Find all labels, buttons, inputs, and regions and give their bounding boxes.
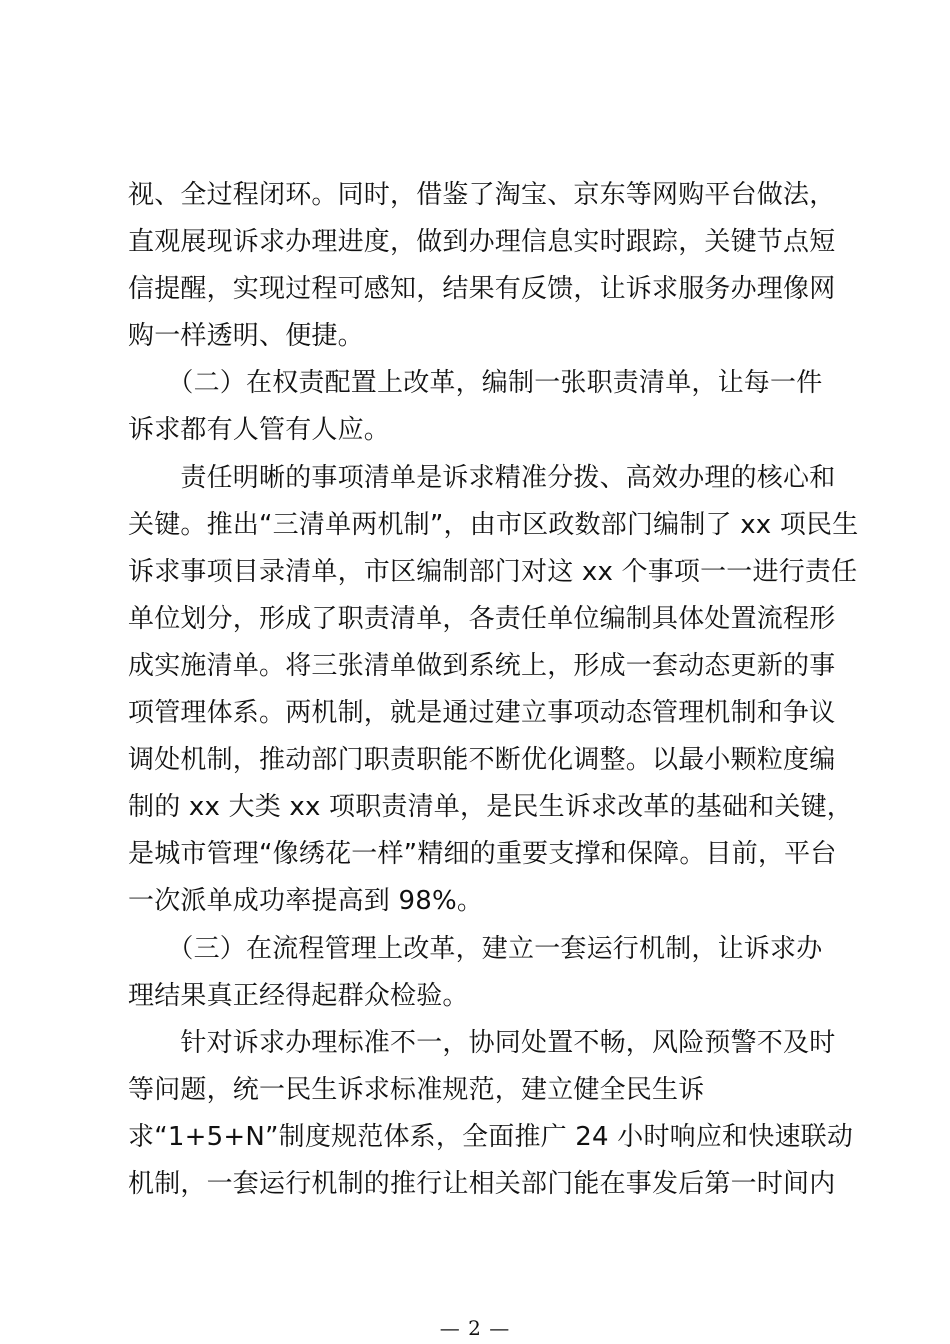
section-heading-line: 理结果真正经得起群众检验。 — [128, 980, 469, 1011]
text-line: 项管理体系。两机制，就是通过建立事项动态管理机制和争议 — [128, 698, 836, 729]
text-line: 是城市管理“像绣花一样”精细的重要支撑和保障。目前，平台 — [128, 839, 837, 870]
text-line: 一次派单成功率提高到 98%。 — [128, 886, 484, 917]
text-line: 等问题，统一民生诉求标准规范，建立健全民生诉 — [128, 1074, 705, 1105]
body-text — [128, 172, 859, 1208]
text-line: 关键。推出“三清单两机制”，由市区政数部门编制了 xx 项民生 — [128, 509, 859, 540]
text-line: 求“1+5+N”制度规范体系，全面推广 24 小时响应和快速联动 — [128, 1121, 854, 1152]
page-number: — 2 — — [439, 1316, 511, 1340]
section-heading-line: 诉求都有人管有人应。 — [128, 415, 391, 446]
text-line: 调处机制，推动部门职责职能不断优化调整。以最小颗粒度编 — [128, 745, 836, 776]
section-heading-line: （二）在权责配置上改革，编制一张职责清单，让每一件 — [128, 368, 823, 399]
text-line: 信提醒，实现过程可感知，结果有反馈，让诉求服务办理像网 — [128, 274, 836, 305]
text-line: 成实施清单。将三张清单做到系统上，形成一套动态更新的事 — [128, 650, 836, 681]
text-line: 视、全过程闭环。同时，借鉴了淘宝、京东等网购平台做法， — [128, 180, 836, 210]
text-line: 购一样透明、便捷。 — [128, 321, 364, 352]
text-line: 单位划分，形成了职责清单，各责任单位编制具体处置流程形 — [128, 603, 836, 634]
text-line: 诉求事项目录清单，市区编制部门对这 xx 个事项一一进行责任 — [128, 556, 858, 587]
text-line: 机制，一套运行机制的推行让相关部门能在事发后第一时间内 — [128, 1168, 836, 1199]
text-line: 直观展现诉求办理进度，做到办理信息实时跟踪，关键节点短 — [128, 227, 836, 258]
text-line: 针对诉求办理标准不一，协同处置不畅，风险预警不及时 — [128, 1027, 836, 1058]
text-line: 制的 xx 大类 xx 项职责清单，是民生诉求改革的基础和关键， — [128, 792, 854, 823]
text-line: 责任明晰的事项清单是诉求精准分拨、高效办理的核心和 — [128, 462, 836, 493]
section-heading-line: （三）在流程管理上改革，建立一套运行机制，让诉求办 — [128, 933, 823, 964]
